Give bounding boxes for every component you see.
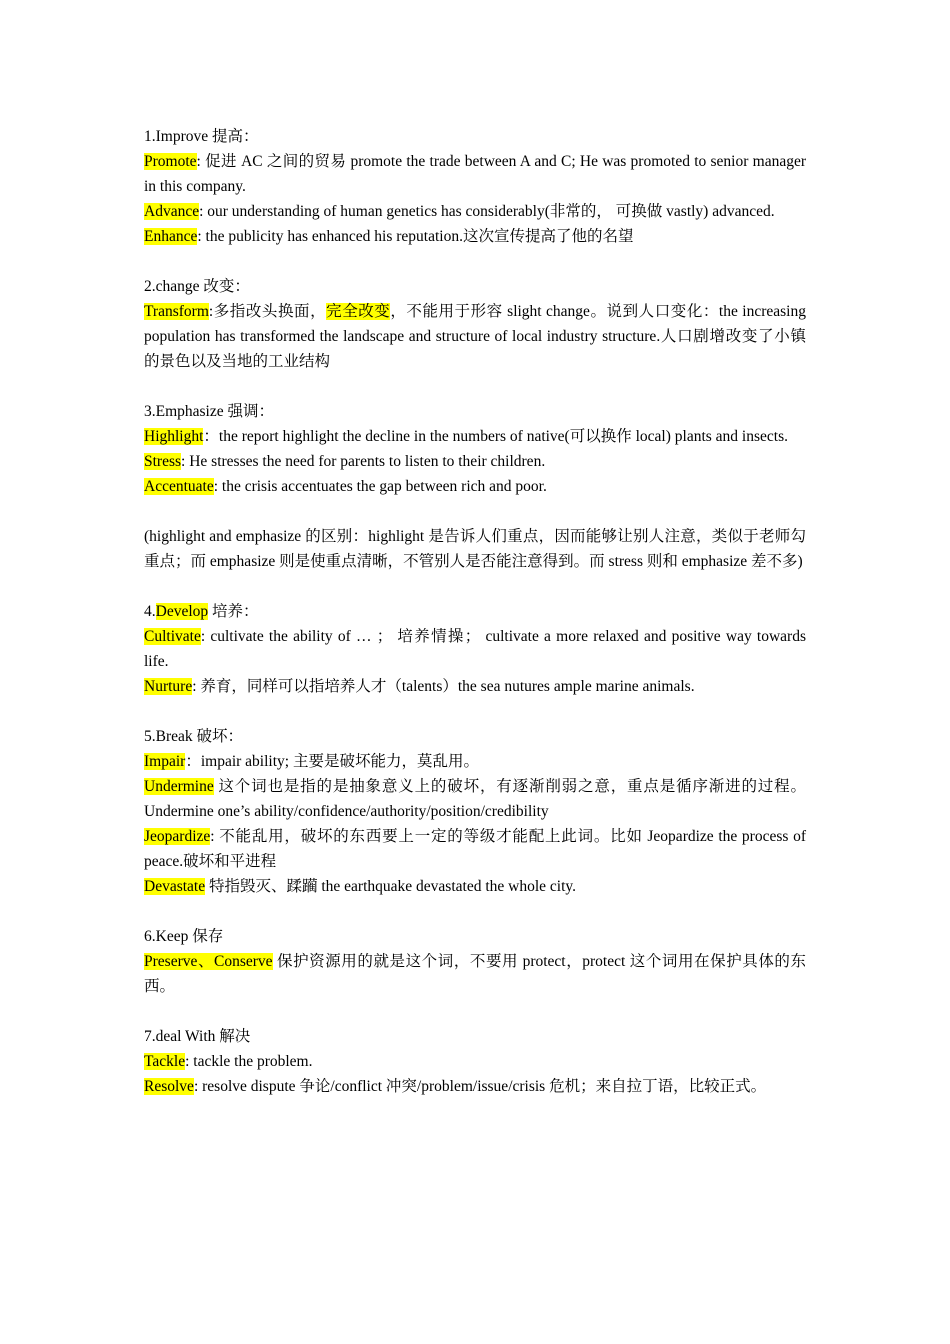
- entry-text: : cultivate the ability of … ； 培养情操； cultivate a more relaxed and positive way towards life.: [144, 628, 806, 670]
- highlighted-term: Nurture: [144, 678, 193, 695]
- highlighted-term: Cultivate: [144, 628, 201, 645]
- section-break: [144, 724, 806, 899]
- highlighted-term: Undermine: [144, 778, 214, 795]
- section-heading: 2.change 改变：: [144, 278, 250, 295]
- entry-resolve: [144, 1074, 806, 1099]
- entry-text: : tackle the problem.: [185, 1053, 313, 1070]
- comparison-note: (highlight and emphasize 的区别：highlight 是告诉人们重点，因而能够让别人注意，类似于老师勾重点；而 emphasize 则是使重点清晰，不管别人是否能注意得到。而 stress 则和 emphasize 差不多): [144, 528, 806, 570]
- entry-text: ：the report highlight the decline in the numbers of native(可以换作 local) plants and insects.: [203, 428, 788, 445]
- section-heading: 3.Emphasize 强调：: [144, 403, 275, 420]
- highlighted-term: Highlight: [144, 428, 204, 445]
- highlighted-term: Accentuate: [144, 478, 214, 495]
- section-emphasize: [144, 399, 806, 574]
- entry-undermine: [144, 774, 806, 824]
- entry-enhance: [144, 224, 806, 249]
- entry-devastate: [144, 874, 806, 899]
- entry-text: :多指改头换面，: [208, 303, 327, 320]
- entry-text: : the crisis accentuates the gap between rich and poor.: [213, 478, 547, 495]
- highlighted-term: Promote: [144, 153, 197, 170]
- entry-impair: [144, 749, 806, 774]
- section-heading: 7.deal With 解决: [144, 1028, 251, 1045]
- highlighted-term: Transform: [144, 303, 209, 320]
- document-page: [144, 124, 806, 1099]
- highlighted-term: Advance: [144, 203, 200, 220]
- entry-text: : He stresses the need for parents to listen to their children.: [181, 453, 546, 470]
- highlighted-term: Resolve: [144, 1078, 194, 1095]
- entry-text: 特指毁灭、蹂躏 the earthquake devastated the whole city.: [205, 878, 576, 895]
- entry-text: : 促进 AC 之间的贸易 promote the trade between A and C; He was promoted to senior manager in this company.: [144, 153, 806, 195]
- entry-text: : 不能乱用，破坏的东西要上一定的等级才能配上此词。比如 Jeopardize the process of peace.破坏和平进程: [144, 828, 806, 870]
- inline-highlight: 完全改变: [326, 303, 391, 320]
- entry-text: 这个词也是指的是抽象意义上的破坏，有逐渐削弱之意，重点是循序渐进的过程。Undermine one’s ability/confidence/authority/position/credibility: [144, 778, 806, 820]
- entry-stress: [144, 449, 806, 474]
- highlighted-term: Develop: [155, 603, 209, 620]
- entry-transform: [144, 299, 806, 374]
- section-heading: 6.Keep 保存: [144, 928, 224, 945]
- section-improve: [144, 124, 806, 249]
- entry-accentuate: [144, 474, 806, 499]
- highlighted-term: Stress: [144, 453, 182, 470]
- highlighted-term: Impair: [144, 753, 186, 770]
- section-develop: [144, 599, 806, 699]
- entry-text: ：impair ability; 主要是破坏能力，莫乱用。: [185, 753, 479, 770]
- highlighted-term: Jeopardize: [144, 828, 211, 845]
- section-heading: 5.Break 破坏：: [144, 728, 244, 745]
- entry-highlight: [144, 424, 806, 449]
- heading-suffix: 培养：: [208, 603, 259, 620]
- section-heading: [144, 599, 806, 624]
- section-keep: [144, 924, 806, 999]
- heading-prefix: 4.: [144, 603, 156, 620]
- section-deal-with: [144, 1024, 806, 1099]
- entry-preserve-conserve: [144, 949, 806, 999]
- highlighted-term: Tackle: [144, 1053, 186, 1070]
- entry-cultivate: [144, 624, 806, 674]
- entry-tackle: [144, 1049, 806, 1074]
- highlighted-term: Devastate: [144, 878, 206, 895]
- highlighted-term: Preserve、Conserve: [144, 953, 273, 970]
- entry-promote: [144, 149, 806, 199]
- entry-text: ，不能用于形容 slight change。说到人口变化：the increasing population has transformed the landscape and structure of local industry structure.人口剧增改变了小镇的景色以及当地的工业结构: [144, 303, 806, 370]
- entry-text: 保护资源用的就是这个词，不要用 protect，protect 这个词用在保护具体的东西。: [144, 953, 806, 995]
- entry-text: : the publicity has enhanced his reputation.这次宣传提高了他的名望: [197, 228, 634, 245]
- highlighted-term: Enhance: [144, 228, 198, 245]
- entry-text: : resolve dispute 争论/conflict 冲突/problem/issue/crisis 危机；来自拉丁语，比较正式。: [193, 1078, 767, 1095]
- entry-advance: [144, 199, 806, 224]
- entry-text: : our understanding of human genetics has considerably(非常的， 可换做 vastly) advanced.: [199, 203, 775, 220]
- entry-text: : 养育，同样可以指培养人才（talents）the sea nutures ample marine animals.: [192, 678, 695, 695]
- entry-jeopardize: [144, 824, 806, 874]
- section-heading: 1.Improve 提高：: [144, 128, 259, 145]
- section-change: [144, 274, 806, 374]
- entry-nurture: [144, 674, 806, 699]
